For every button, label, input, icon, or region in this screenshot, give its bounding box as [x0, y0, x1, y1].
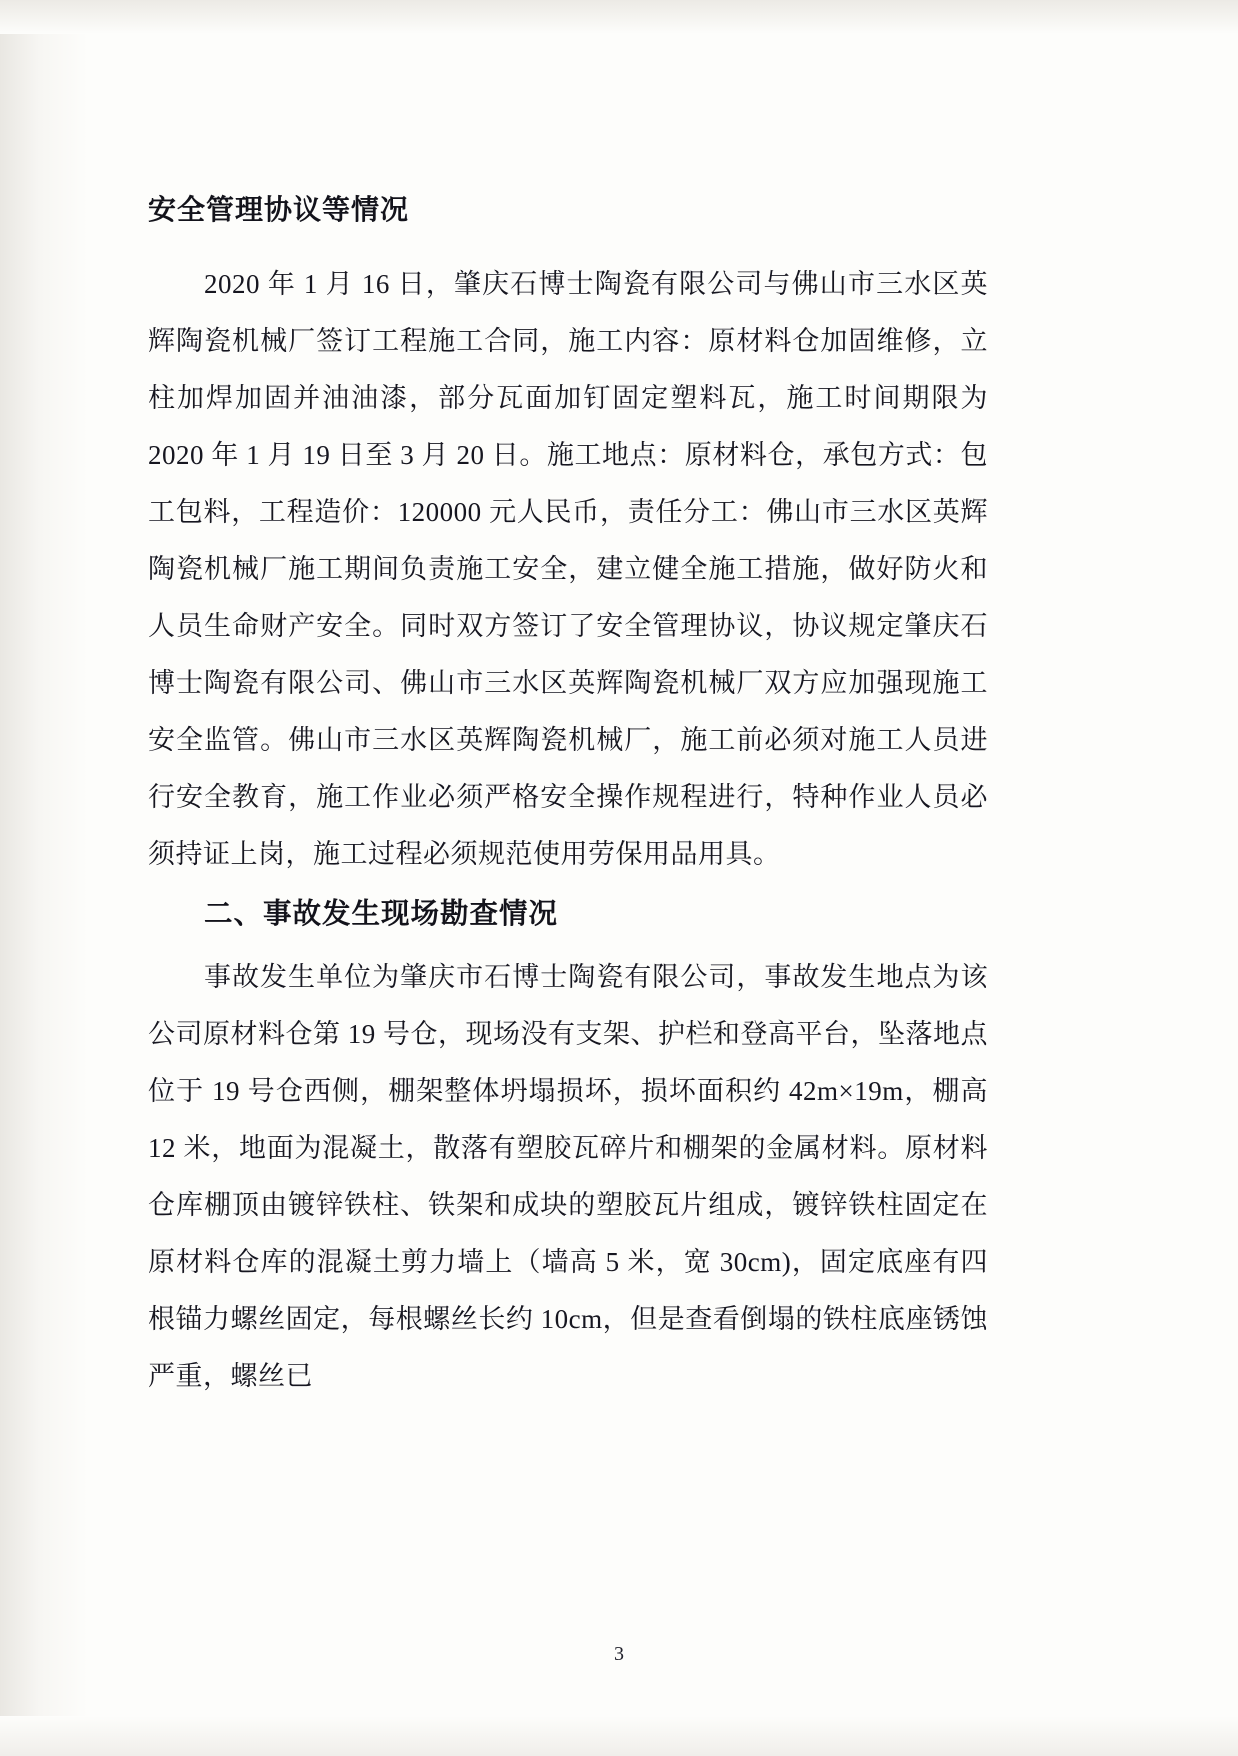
page-number: 3 — [614, 1643, 624, 1665]
scan-edge-bottom — [0, 1716, 1238, 1756]
section-title-site-investigation: 二、事故发生现场勘查情况 — [204, 899, 559, 930]
section-title-safety-agreement: 安全管理协议等情况 — [148, 195, 410, 226]
paragraph-site-investigation: 事故发生单位为肇庆市石博士陶瓷有限公司，事故发生地点为该公司原材料仓第 19 号仓，现场没有支架、护栏和登高平台，坠落地点位于 19 号仓西侧，棚架整体坍塌损坏，损坏面积约 42m×19m，棚高 12 米，地面为混凝土，散落有塑胶瓦碎片和棚架的金属材料。原材料仓库棚顶由镀锌铁柱、铁架和成块的塑胶瓦片组成，镀锌铁柱固定在原材料仓库的混凝土剪力墙上（墙高 5 米，宽 30cm)，固定底座有四根锚力螺丝固定，每根螺丝长约 10cm，但是查看倒塌的铁柱底座锈蚀严重，螺丝已 — [148, 962, 988, 1392]
paragraph-contract-details: 2020 年 1 月 16 日，肇庆石博士陶瓷有限公司与佛山市三水区英辉陶瓷机械厂签订工程施工合同，施工内容：原材料仓加固维修，立柱加焊加固并油油漆，部分瓦面加钉固定塑料瓦，施工时间期限为 2020 年 1 月 19 日至 3 月 20 日。施工地点：原材料仓，承包方式：包工包料，工程造价：120000 元人民币，责任分工：佛山市三水区英辉陶瓷机械厂施工期间负责施工安全，建立健全施工措施，做好防火和人员生命财产安全。同时双方签订了安全管理协议，协议规定肇庆石博士陶瓷有限公司、佛山市三水区英辉陶瓷机械厂双方应加强现施工安全监管。佛山市三水区英辉陶瓷机械厂，施工前必须对施工人员进行安全教育，施工作业必须严格安全操作规程进行，特种作业人员必须持证上岗，施工过程必须规范使用劳保用品用具。 — [148, 269, 988, 869]
scan-edge-left — [0, 0, 88, 1756]
document-body — [148, 190, 988, 1409]
scan-edge-top — [0, 0, 1238, 34]
